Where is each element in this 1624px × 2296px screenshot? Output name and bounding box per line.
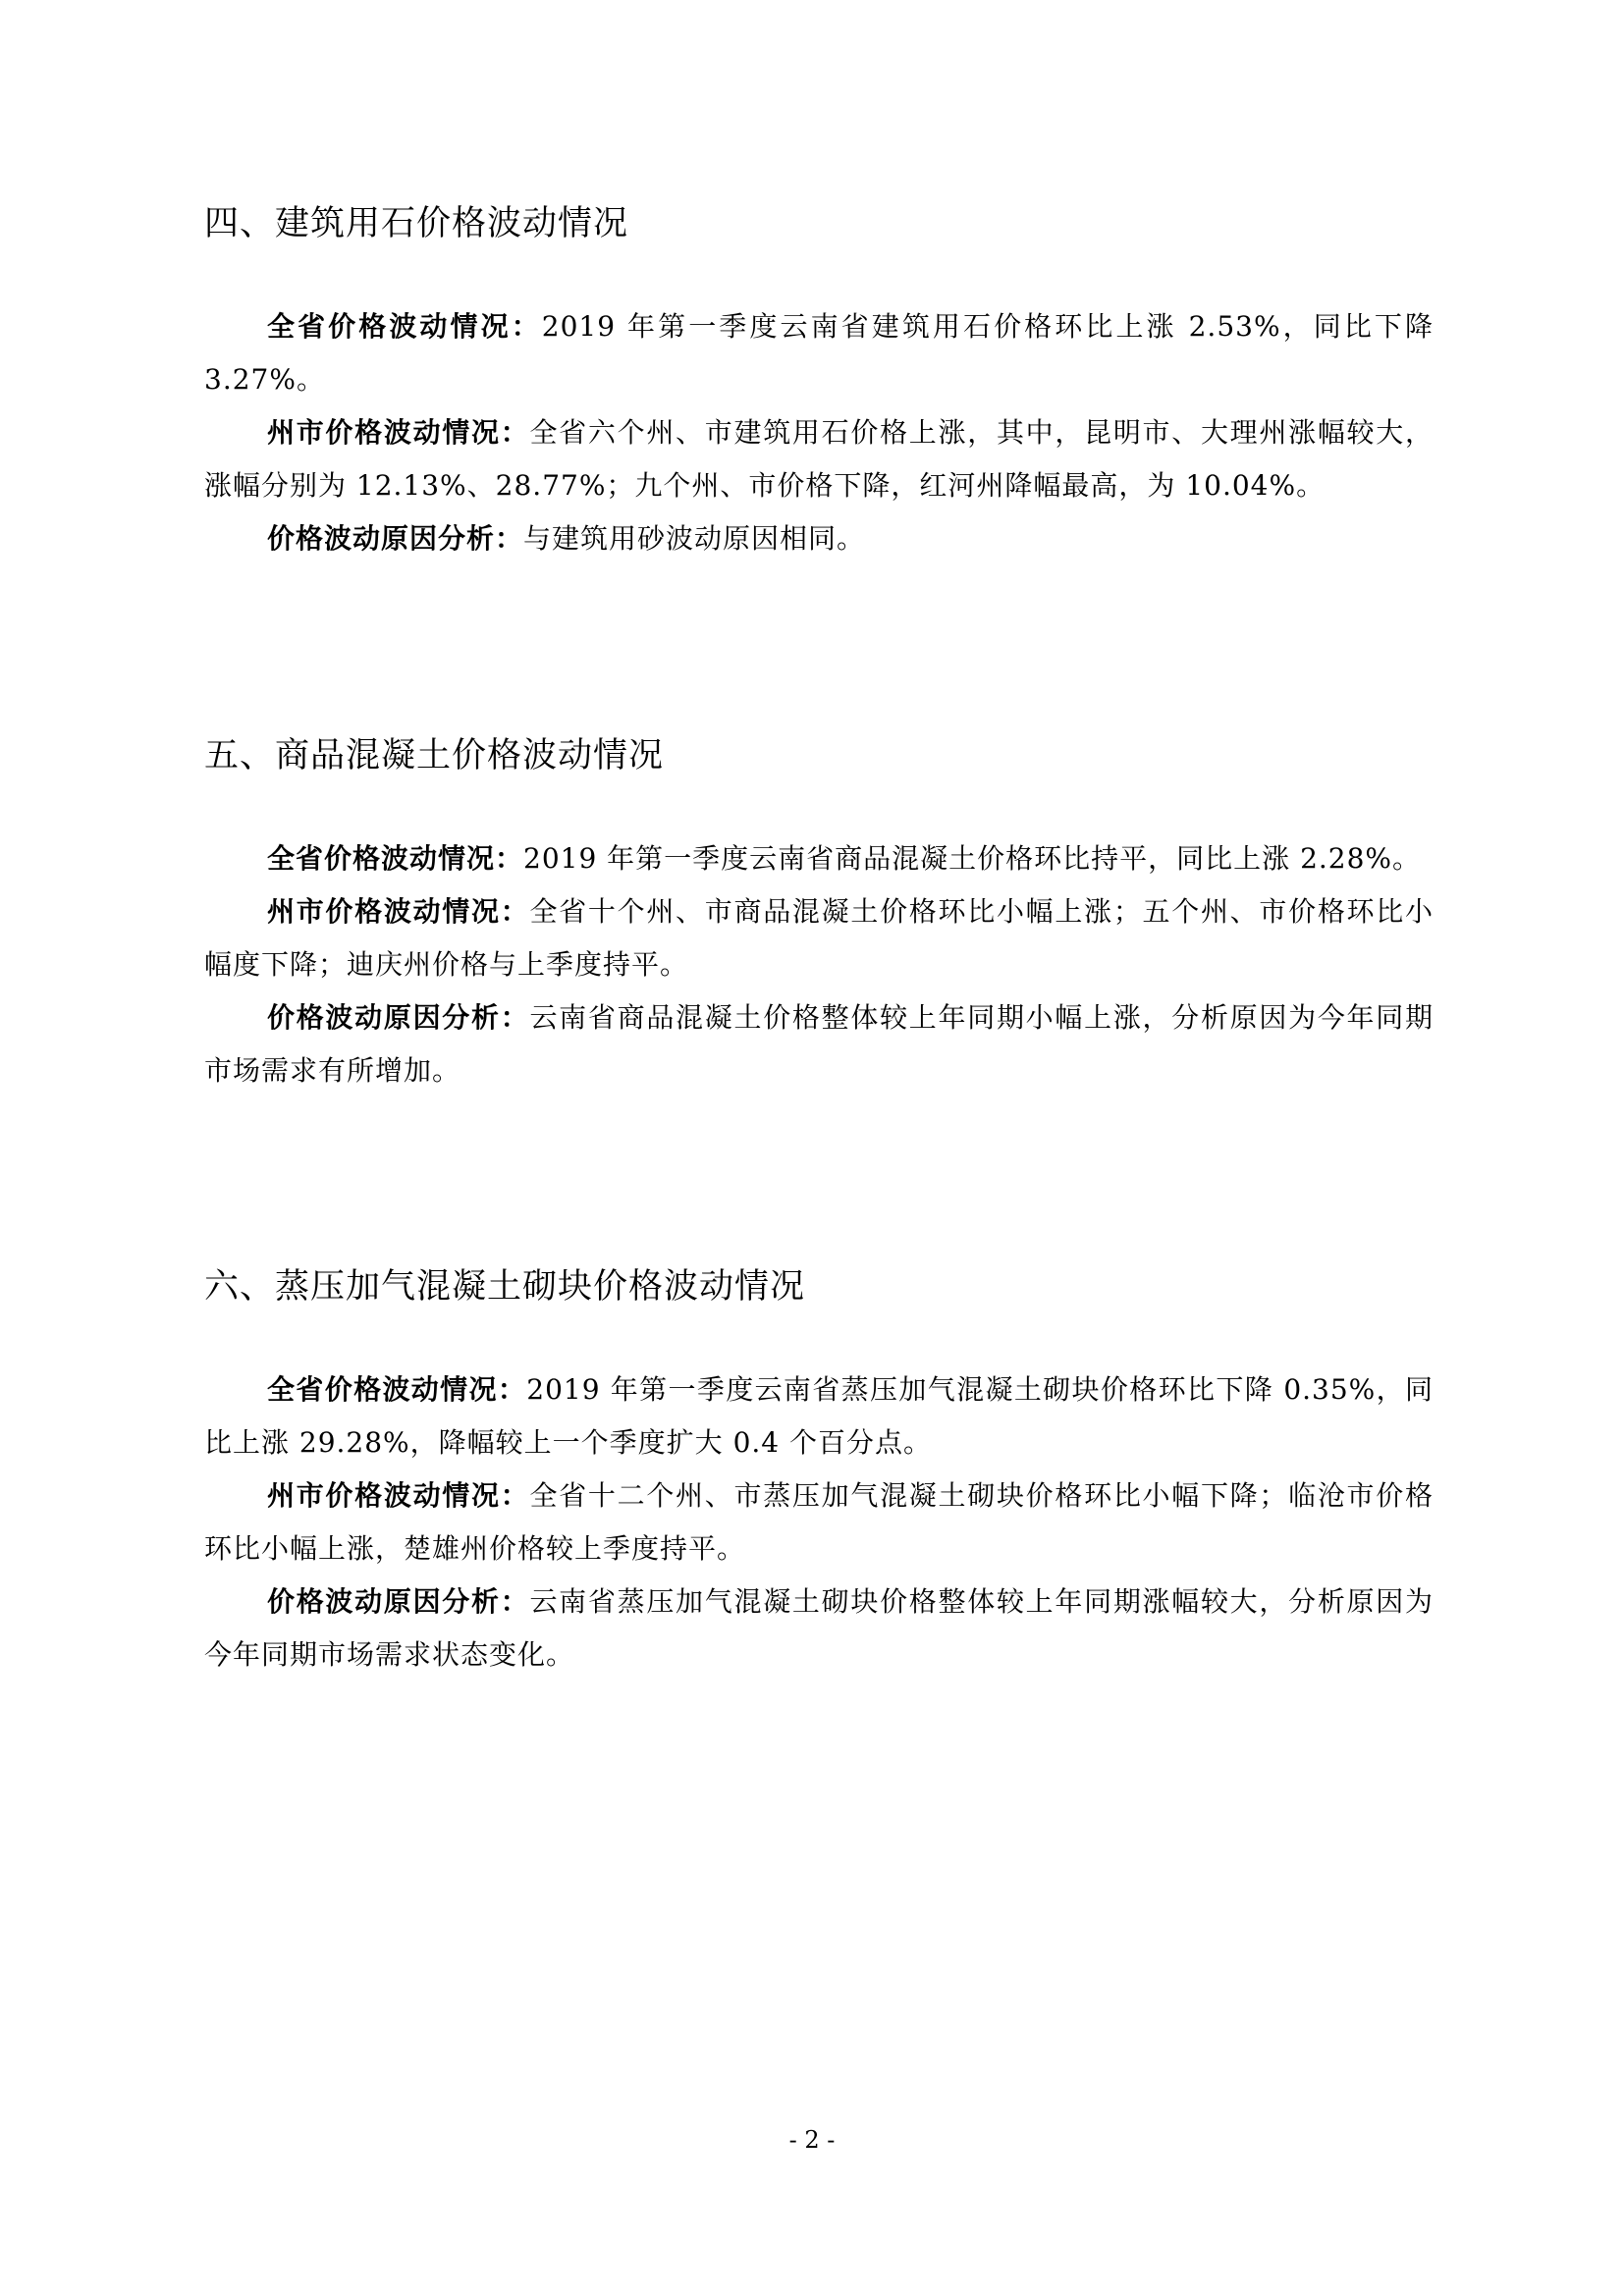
page-number: - 2 - <box>788 2126 836 2154</box>
paragraph-text: 全省十二个州、市蒸压加气混凝土砌块价格环比小幅下降；临沧市价格环比小幅上涨，楚雄州价格较上季度持平。 <box>204 1479 1434 1565</box>
paragraph-lead: 全省价格波动情况： <box>267 842 524 875</box>
paragraph-lead: 州市价格波动情况： <box>267 1479 530 1512</box>
paragraph-province <box>204 832 1434 885</box>
paragraph-text: 2019 年第一季度云南省商品混凝土价格环比持平，同比上涨 2.28%。 <box>523 842 1422 875</box>
section-heading: 四、建筑用石价格波动情况 <box>204 204 629 243</box>
paragraph-prefecture <box>204 885 1434 991</box>
paragraph-lead: 州市价格波动情况： <box>267 416 530 449</box>
paragraph-lead: 全省价格波动情况： <box>267 310 542 343</box>
paragraph-prefecture <box>204 1469 1434 1575</box>
section-heading: 五、商品混凝土价格波动情况 <box>204 736 665 775</box>
section-aerated-concrete-block <box>204 1259 1434 1682</box>
paragraph-cause <box>204 1575 1434 1682</box>
paragraph-lead: 价格波动原因分析： <box>267 1001 530 1034</box>
paragraph-cause <box>204 991 1434 1097</box>
paragraph-lead: 价格波动原因分析： <box>267 522 524 555</box>
paragraph-text: 与建筑用砂波动原因相同。 <box>523 522 866 555</box>
paragraph-text: 云南省蒸压加气混凝土砌块价格整体较上年同期涨幅较大，分析原因为今年同期市场需求状态变化。 <box>204 1585 1434 1671</box>
paragraph-lead: 全省价格波动情况： <box>267 1373 527 1406</box>
paragraph-prefecture <box>204 406 1434 512</box>
paragraph-province <box>204 1363 1434 1469</box>
paragraph-text: 全省十个州、市商品混凝土价格环比小幅上涨；五个州、市价格环比小幅度下降；迪庆州价格与上季度持平。 <box>204 895 1434 981</box>
paragraph-lead: 州市价格波动情况： <box>267 895 530 928</box>
paragraph-text: 2019 年第一季度云南省蒸压加气混凝土砌块价格环比下降 0.35%，同比上涨 29.28%，降幅较上一个季度扩大 0.4 个百分点。 <box>204 1373 1434 1459</box>
section-ready-mix-concrete <box>204 728 1434 1097</box>
paragraph-text: 云南省商品混凝土价格整体较上年同期小幅上涨，分析原因为今年同期市场需求有所增加。 <box>204 1001 1434 1087</box>
paragraph-text: 全省六个州、市建筑用石价格上涨，其中，昆明市、大理州涨幅较大，涨幅分别为 12.13%、28.77%；九个州、市价格下降，红河州降幅最高，为 10.04%。 <box>204 416 1434 502</box>
section-heading: 六、蒸压加气混凝土砌块价格波动情况 <box>204 1267 806 1307</box>
section-building-stone <box>204 196 1434 565</box>
paragraph-lead: 价格波动原因分析： <box>267 1585 530 1618</box>
paragraph-province <box>204 300 1434 406</box>
paragraph-cause <box>204 512 1434 565</box>
paragraph-text: 2019 年第一季度云南省建筑用石价格环比上涨 2.53%，同比下降 3.27%。 <box>204 310 1434 396</box>
